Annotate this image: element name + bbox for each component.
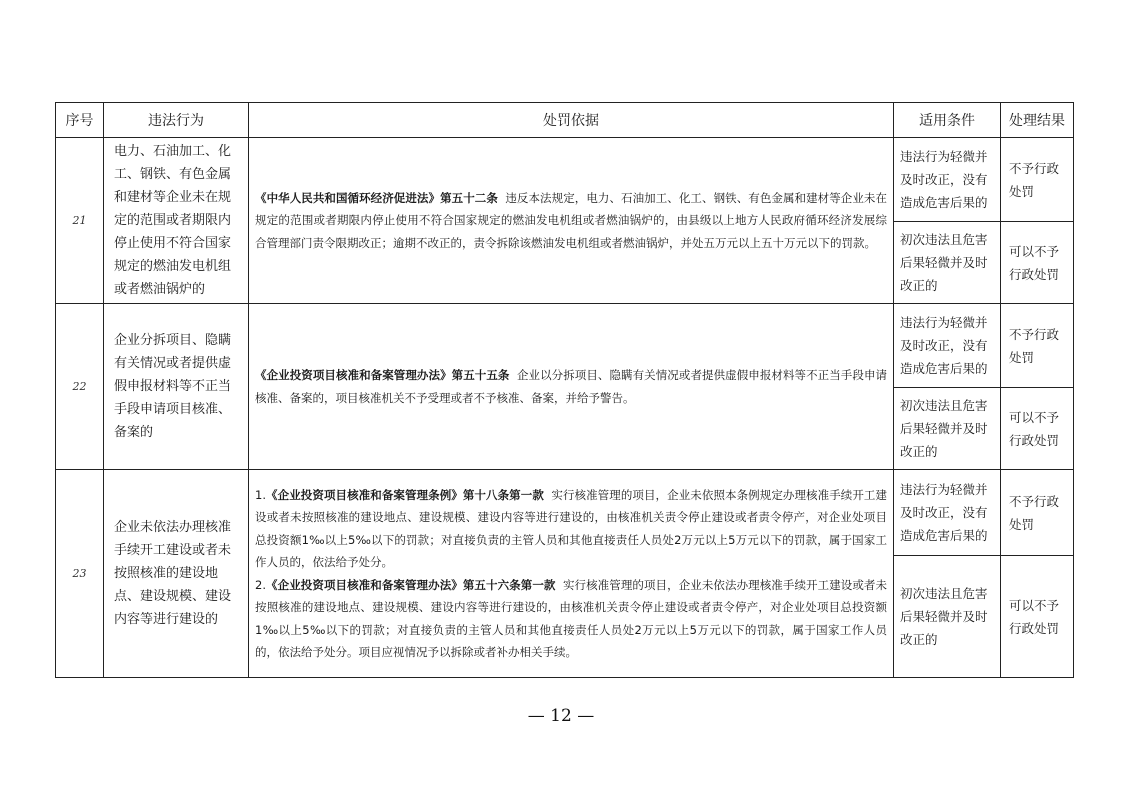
- condition-cell: 违法行为轻微并及时改正，没有造成危害后果的: [894, 138, 1001, 222]
- basis-cell: [249, 138, 894, 304]
- basis-item: [255, 484, 887, 574]
- violation-cell: 企业未依法办理核准手续开工建设或者未按照核准的建设地点、建设规模、建设内容等进行建设的: [104, 470, 249, 678]
- result-cell: 可以不予行政处罚: [1001, 556, 1074, 678]
- violation-cell: 企业分拆项目、隐瞒有关情况或者提供虚假申报材料等不正当手段申请项目核准、备案的: [104, 304, 249, 470]
- basis-item-number: 1.: [255, 487, 266, 502]
- violation-cell: 电力、石油加工、化工、钢铁、有色金属和建材等企业未在规定的范围或者期限内停止使用不符合国家规定的燃油发电机组或者燃油锅炉的: [104, 138, 249, 304]
- result-cell: 可以不予行政处罚: [1001, 388, 1074, 470]
- basis-text: 实行核准管理的项目，企业未依法办理核准手续开工建设或者未按照核准的建设地点、建设规模、建设内容等进行建设的，由核准机关责令停止建设或者责令停产，对企业处项目总投资额1‰以上5‰以下的罚款；对直接负责的主管人员和其他直接责任人员处2万元以上5万元以下的罚款，属于国家工作人员的，依法给予处分。项目应视情况予以拆除或者补办相关手续。: [255, 577, 887, 659]
- row-index: 21: [56, 138, 104, 304]
- condition-cell: 初次违法且危害后果轻微并及时改正的: [894, 222, 1001, 304]
- basis-title: 《企业投资项目核准和备案管理条例》第十八条第一款: [265, 487, 544, 502]
- basis-title: 《企业投资项目核准和备案管理办法》第五十六条第一款: [265, 577, 556, 592]
- basis-text: 实行核准管理的项目，企业未依照本条例规定办理核准手续开工建设或者未按照核准的建设地点、建设规模、建设内容等进行建设的，由核准机关责令停止建设或者责令停产，对企业处项目总投资额1‰以上5‰以下的罚款；对直接负责的主管人员和其他直接责任人员处2万元以上5万元以下的罚款，属于国家工作人员的，依法给予处分。: [255, 487, 888, 569]
- table-header-row: [56, 103, 1074, 138]
- table-row: [56, 138, 1074, 222]
- row-index: 22: [56, 304, 104, 470]
- header-index: 序号: [56, 103, 104, 138]
- basis-item-number: 2.: [255, 577, 266, 592]
- basis-cell: [249, 470, 894, 678]
- basis-item: [255, 574, 887, 664]
- result-cell: 不予行政处罚: [1001, 470, 1074, 556]
- basis-title: 《中华人民共和国循环经济促进法》第五十二条: [255, 190, 498, 205]
- basis-text: 违反本法规定，电力、石油加工、化工、钢铁、有色金属和建材等企业未在规定的范围或者期限内停止使用不符合国家规定的燃油发电机组或者燃油锅炉的，由县级以上地方人民政府循环经济发展综合管理部门责令限期改正；逾期不改正的，责令拆除该燃油发电机组或者燃油锅炉，并处五万元以上五十万元以下的罚款。: [255, 190, 888, 250]
- row-index: 23: [56, 470, 104, 678]
- table-row: [56, 304, 1074, 388]
- condition-cell: 违法行为轻微并及时改正，没有造成危害后果的: [894, 470, 1001, 556]
- condition-cell: 初次违法且危害后果轻微并及时改正的: [894, 556, 1001, 678]
- result-cell: 可以不予行政处罚: [1001, 222, 1074, 304]
- condition-cell: 违法行为轻微并及时改正，没有造成危害后果的: [894, 304, 1001, 388]
- header-violation: 违法行为: [104, 103, 249, 138]
- result-cell: 不予行政处罚: [1001, 138, 1074, 222]
- basis-cell: [249, 304, 894, 470]
- page-number: — 12 —: [527, 706, 595, 726]
- header-result: 处理结果: [1001, 103, 1074, 138]
- header-basis: 处罚依据: [249, 103, 894, 138]
- condition-cell: 初次违法且危害后果轻微并及时改正的: [894, 388, 1001, 470]
- basis-title: 《企业投资项目核准和备案管理办法》第五十五条: [255, 368, 510, 382]
- result-cell: 不予行政处罚: [1001, 304, 1074, 388]
- basis-text: 企业以分拆项目、隐瞒有关情况或者提供虚假申报材料等不正当手段申请核准、备案的，项目核准机关不予受理或者不予核准、备案，并给予警告。: [255, 368, 888, 405]
- header-condition: 适用条件: [894, 103, 1001, 138]
- table-row: [56, 470, 1074, 556]
- penalty-table: [55, 102, 1074, 678]
